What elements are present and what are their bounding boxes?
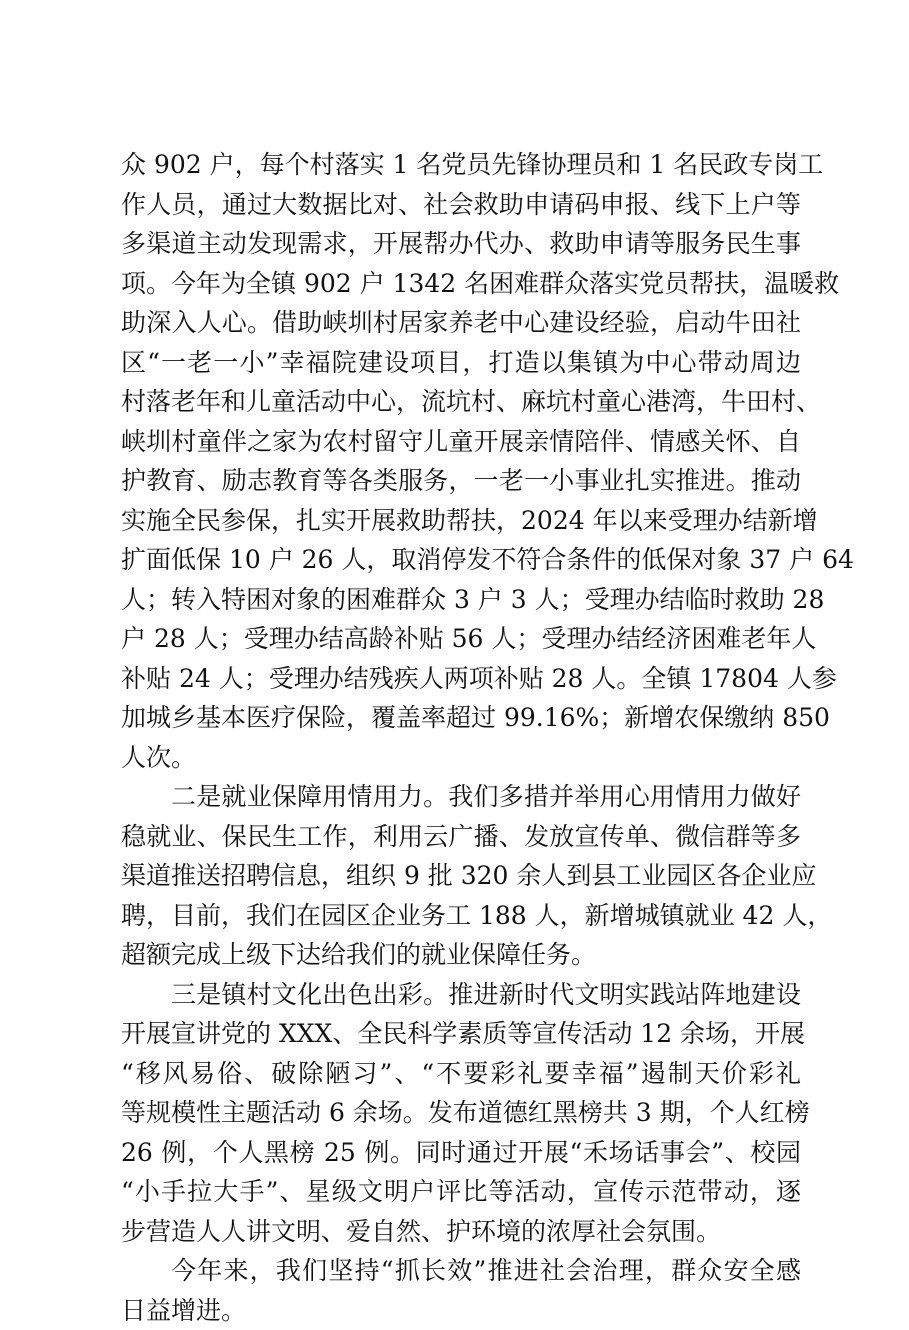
text-line: 开展宣讲党的 XXX、全民科学素质等宣传活动 12 余场，开展: [121, 1014, 801, 1054]
text-line: 人；转入特困对象的困难群众 3 户 3 人；受理办结临时救助 28: [121, 580, 801, 620]
text-line: 实施全民参保，扎实开展救助帮扶，2024 年以来受理办结新增: [121, 501, 801, 541]
text-line: 扩面低保 10 户 26 人，取消停发不符合条件的低保对象 37 户 64: [121, 540, 801, 580]
text-line: 加城乡基本医疗保险，覆盖率超过 99.16%；新增农保缴纳 850: [121, 698, 801, 738]
text-line: “小手拉大手”、星级文明户评比等活动，宣传示范带动，逐: [121, 1172, 801, 1212]
text-line: 步营造人人讲文明、爱自然、护环境的浓厚社会氛围。: [121, 1212, 801, 1252]
text-line: 稳就业、保民生工作，利用云广播、发放宣传单、微信群等多: [121, 817, 801, 857]
text-line: 今年来，我们坚持“抓长效”推进社会治理，群众安全感: [121, 1251, 801, 1291]
text-line: 26 例，个人黑榜 25 例。同时通过开展“禾场话事会”、校园: [121, 1133, 801, 1173]
paragraph-culture: [121, 975, 801, 1252]
text-line: 多渠道主动发现需求，开展帮办代办、救助申请等服务民生事: [121, 224, 801, 264]
text-line: 众 902 户，每个村落实 1 名党员先锋协理员和 1 名民政专岗工: [121, 145, 801, 185]
text-line: 护教育、励志教育等各类服务，一老一小事业扎实推进。推动: [121, 461, 801, 501]
text-line: 村落老年和儿童活动中心，流坑村、麻坑村童心港湾，牛田村、: [121, 382, 801, 422]
text-line: 峡圳村童伴之家为农村留守儿童开展亲情陪伴、情感关怀、自: [121, 422, 801, 462]
text-line: 人次。: [121, 738, 801, 778]
text-line: 补贴 24 人；受理办结残疾人两项补贴 28 人。全镇 17804 人参: [121, 659, 801, 699]
text-line: 作人员，通过大数据比对、社会救助申请码申报、线下上户等: [121, 185, 801, 225]
text-line: 三是镇村文化出色出彩。推进新时代文明实践站阵地建设: [121, 975, 801, 1015]
document-body: [121, 145, 801, 1330]
text-line: “移风易俗、破除陋习”、“不要彩礼要幸福”遏制天价彩礼: [121, 1054, 801, 1094]
paragraph-social-assistance: [121, 145, 801, 777]
paragraph-employment: [121, 777, 801, 975]
text-line: 助深入人心。借助峡圳村居家养老中心建设经验，启动牛田社: [121, 303, 801, 343]
text-line: 渠道推送招聘信息，组织 9 批 320 余人到县工业园区各企业应: [121, 856, 801, 896]
paragraph-social-governance: [121, 1251, 801, 1330]
text-line: 超额完成上级下达给我们的就业保障任务。: [121, 935, 801, 975]
text-line: 区“一老一小”幸福院建设项目，打造以集镇为中心带动周边: [121, 343, 801, 383]
text-line: 等规模性主题活动 6 余场。发布道德红黑榜共 3 期，个人红榜: [121, 1093, 801, 1133]
text-line: 日益增进。: [121, 1291, 801, 1330]
text-line: 户 28 人；受理办结高龄补贴 56 人；受理办结经济困难老年人: [121, 619, 801, 659]
text-line: 聘，目前，我们在园区企业务工 188 人，新增城镇就业 42 人，: [121, 896, 801, 936]
text-line: 二是就业保障用情用力。我们多措并举用心用情用力做好: [121, 777, 801, 817]
text-line: 项。今年为全镇 902 户 1342 名困难群众落实党员帮扶，温暖救: [121, 264, 801, 304]
